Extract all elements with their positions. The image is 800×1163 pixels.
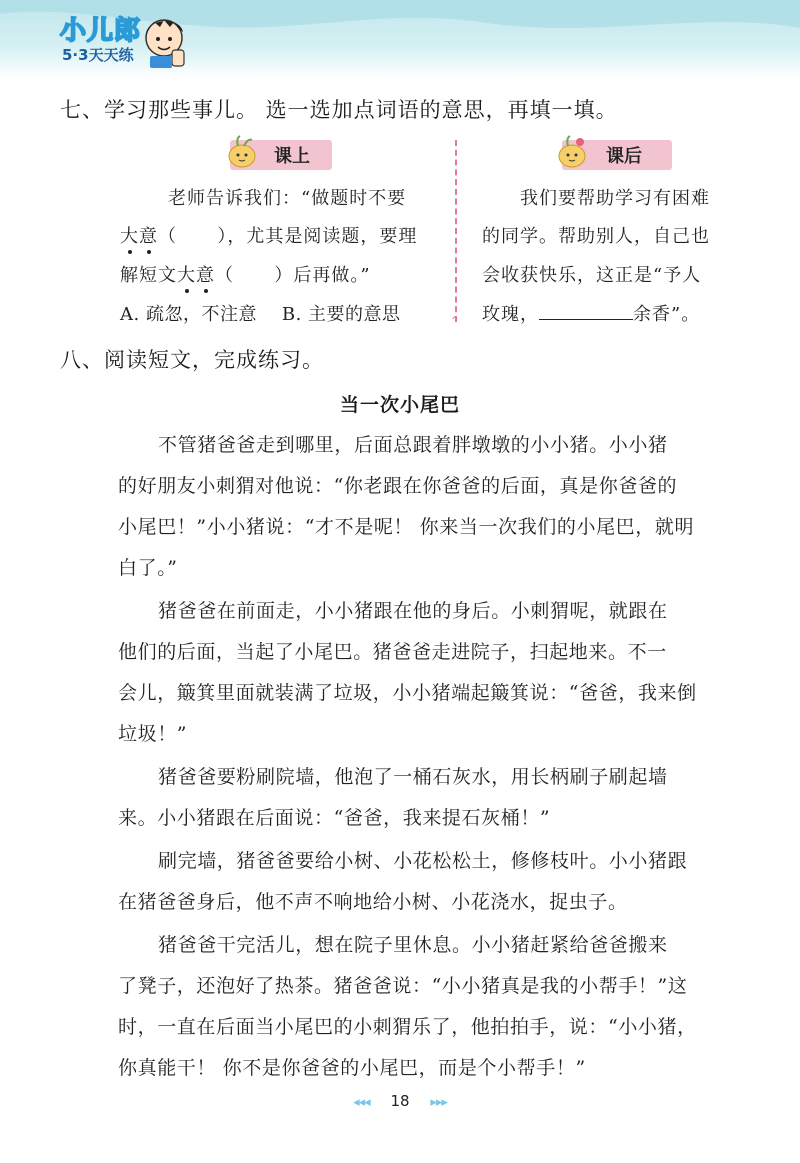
- dotted-word-1: 大: [120, 222, 139, 248]
- left-options: [120, 300, 401, 326]
- dotted-word-2b: 意: [196, 261, 215, 287]
- left-line-3-rest: ）后再做。”: [274, 265, 371, 286]
- pear-mascot-flower-icon: [554, 134, 590, 170]
- story-line-1: 不管猪爸爸走到哪里，后面总跟着胖墩墩的小小猪。小小猪: [158, 434, 668, 456]
- left-line-2: [120, 222, 417, 248]
- tag-after-class: [562, 140, 672, 170]
- story-line-5: 猪爸爸在前面走，小小猪跟在他的身后。小刺猬呢，就跟在: [158, 600, 668, 622]
- mascot-boy-icon: [140, 12, 190, 70]
- story-title: 当一次小尾巴: [339, 394, 460, 416]
- left-line-1: 老师告诉我们：“做题时不要: [168, 188, 407, 209]
- right-line-3: 会收获快乐，这正是“予人: [482, 265, 702, 286]
- right-line-4: [482, 300, 700, 326]
- right-line-4-suffix: 余香”。: [633, 304, 701, 325]
- dotted-word-1b: 意: [139, 222, 158, 248]
- tag-in-class-label: 课上: [274, 146, 310, 167]
- story-line-4: 白了。”: [118, 557, 178, 579]
- page-number: 18: [390, 1092, 410, 1110]
- story-line-15: 时，一直在后面当小尾巴的小刺猬乐了，他拍拍手，说：“小小猪，: [118, 1016, 697, 1038]
- left-line-3: [120, 261, 371, 287]
- dotted-word-2: 大: [177, 261, 196, 287]
- story-line-11: 刷完墙，猪爸爸要给小树、小花松松土，修修枝叶。小小猪跟: [158, 850, 688, 872]
- divider-end-icon: ⌃: [450, 314, 461, 328]
- next-arrows-icon: ▸▸▸: [430, 1095, 447, 1110]
- right-line-1: 我们要帮助学习有困难: [520, 188, 710, 209]
- section8-title: 八、阅读短文，完成练习。: [60, 348, 324, 372]
- section7-title: 七、学习那些事儿。 选一选加点词语的意思，再填一填。: [60, 98, 618, 122]
- story-line-16: 你真能干！ 你不是你爸爸的小尾巴，而是个小帮手！”: [118, 1057, 586, 1079]
- story-line-9: 猪爸爸要粉刷院墙，他泡了一桶石灰水，用长柄刷子刷起墙: [158, 766, 668, 788]
- header-band: [0, 0, 800, 78]
- story-line-13: 猪爸爸干完活儿，想在院子里休息。小小猪赶紧给爸爸搬来: [158, 934, 668, 956]
- option-a: A. 疏忽，不注意: [120, 304, 257, 325]
- pear-mascot-icon: [224, 134, 260, 170]
- left-line-2-paren: （: [158, 226, 218, 247]
- right-line-4-prefix: 玫瑰，: [482, 304, 539, 325]
- story-line-14: 了凳子，还泡好了热茶。猪爸爸说：“小小猪真是我的小帮手！”这: [118, 975, 688, 997]
- option-b: B. 主要的意思: [281, 304, 401, 325]
- story-line-6: 他们的后面，当起了小尾巴。猪爸爸走进院子，扫起地来。不一: [118, 641, 667, 663]
- story-line-8: 垃圾！”: [118, 723, 188, 745]
- story-line-2: 的好朋友小刺猬对他说：“你老跟在你爸爸的后面，真是你爸爸的: [118, 475, 678, 497]
- left-line-2-rest: ），尤其是阅读题，要理: [217, 226, 418, 247]
- left-line-3-paren: （: [215, 265, 275, 286]
- logo-title: 小儿郎: [60, 16, 142, 46]
- page-footer: [0, 1092, 800, 1110]
- tag-in-class: [230, 140, 332, 170]
- story-line-7: 会儿，簸箕里面就装满了垃圾，小小猪端起簸箕说：“爸爸，我来倒: [118, 682, 697, 704]
- story-line-12: 在猪爸爸身后，他不声不响地给小树、小花浇水，捉虫子。: [118, 891, 628, 913]
- fill-blank[interactable]: [539, 302, 633, 320]
- tag-after-class-label: 课后: [606, 146, 642, 167]
- logo-subtitle: 5·3天天练: [62, 46, 134, 64]
- left-line-3-prefix: 解短文: [120, 265, 177, 286]
- prev-arrows-icon: ◂◂◂: [353, 1095, 370, 1110]
- story-line-10: 来。小小猪跟在后面说：“爸爸，我来提石灰桶！”: [118, 807, 551, 829]
- story-line-3: 小尾巴！”小小猪说：“才不是呢！ 你来当一次我们的小尾巴，就明: [118, 516, 695, 538]
- column-divider: [455, 140, 457, 322]
- right-line-2: 的同学。帮助别人，自己也: [482, 226, 710, 247]
